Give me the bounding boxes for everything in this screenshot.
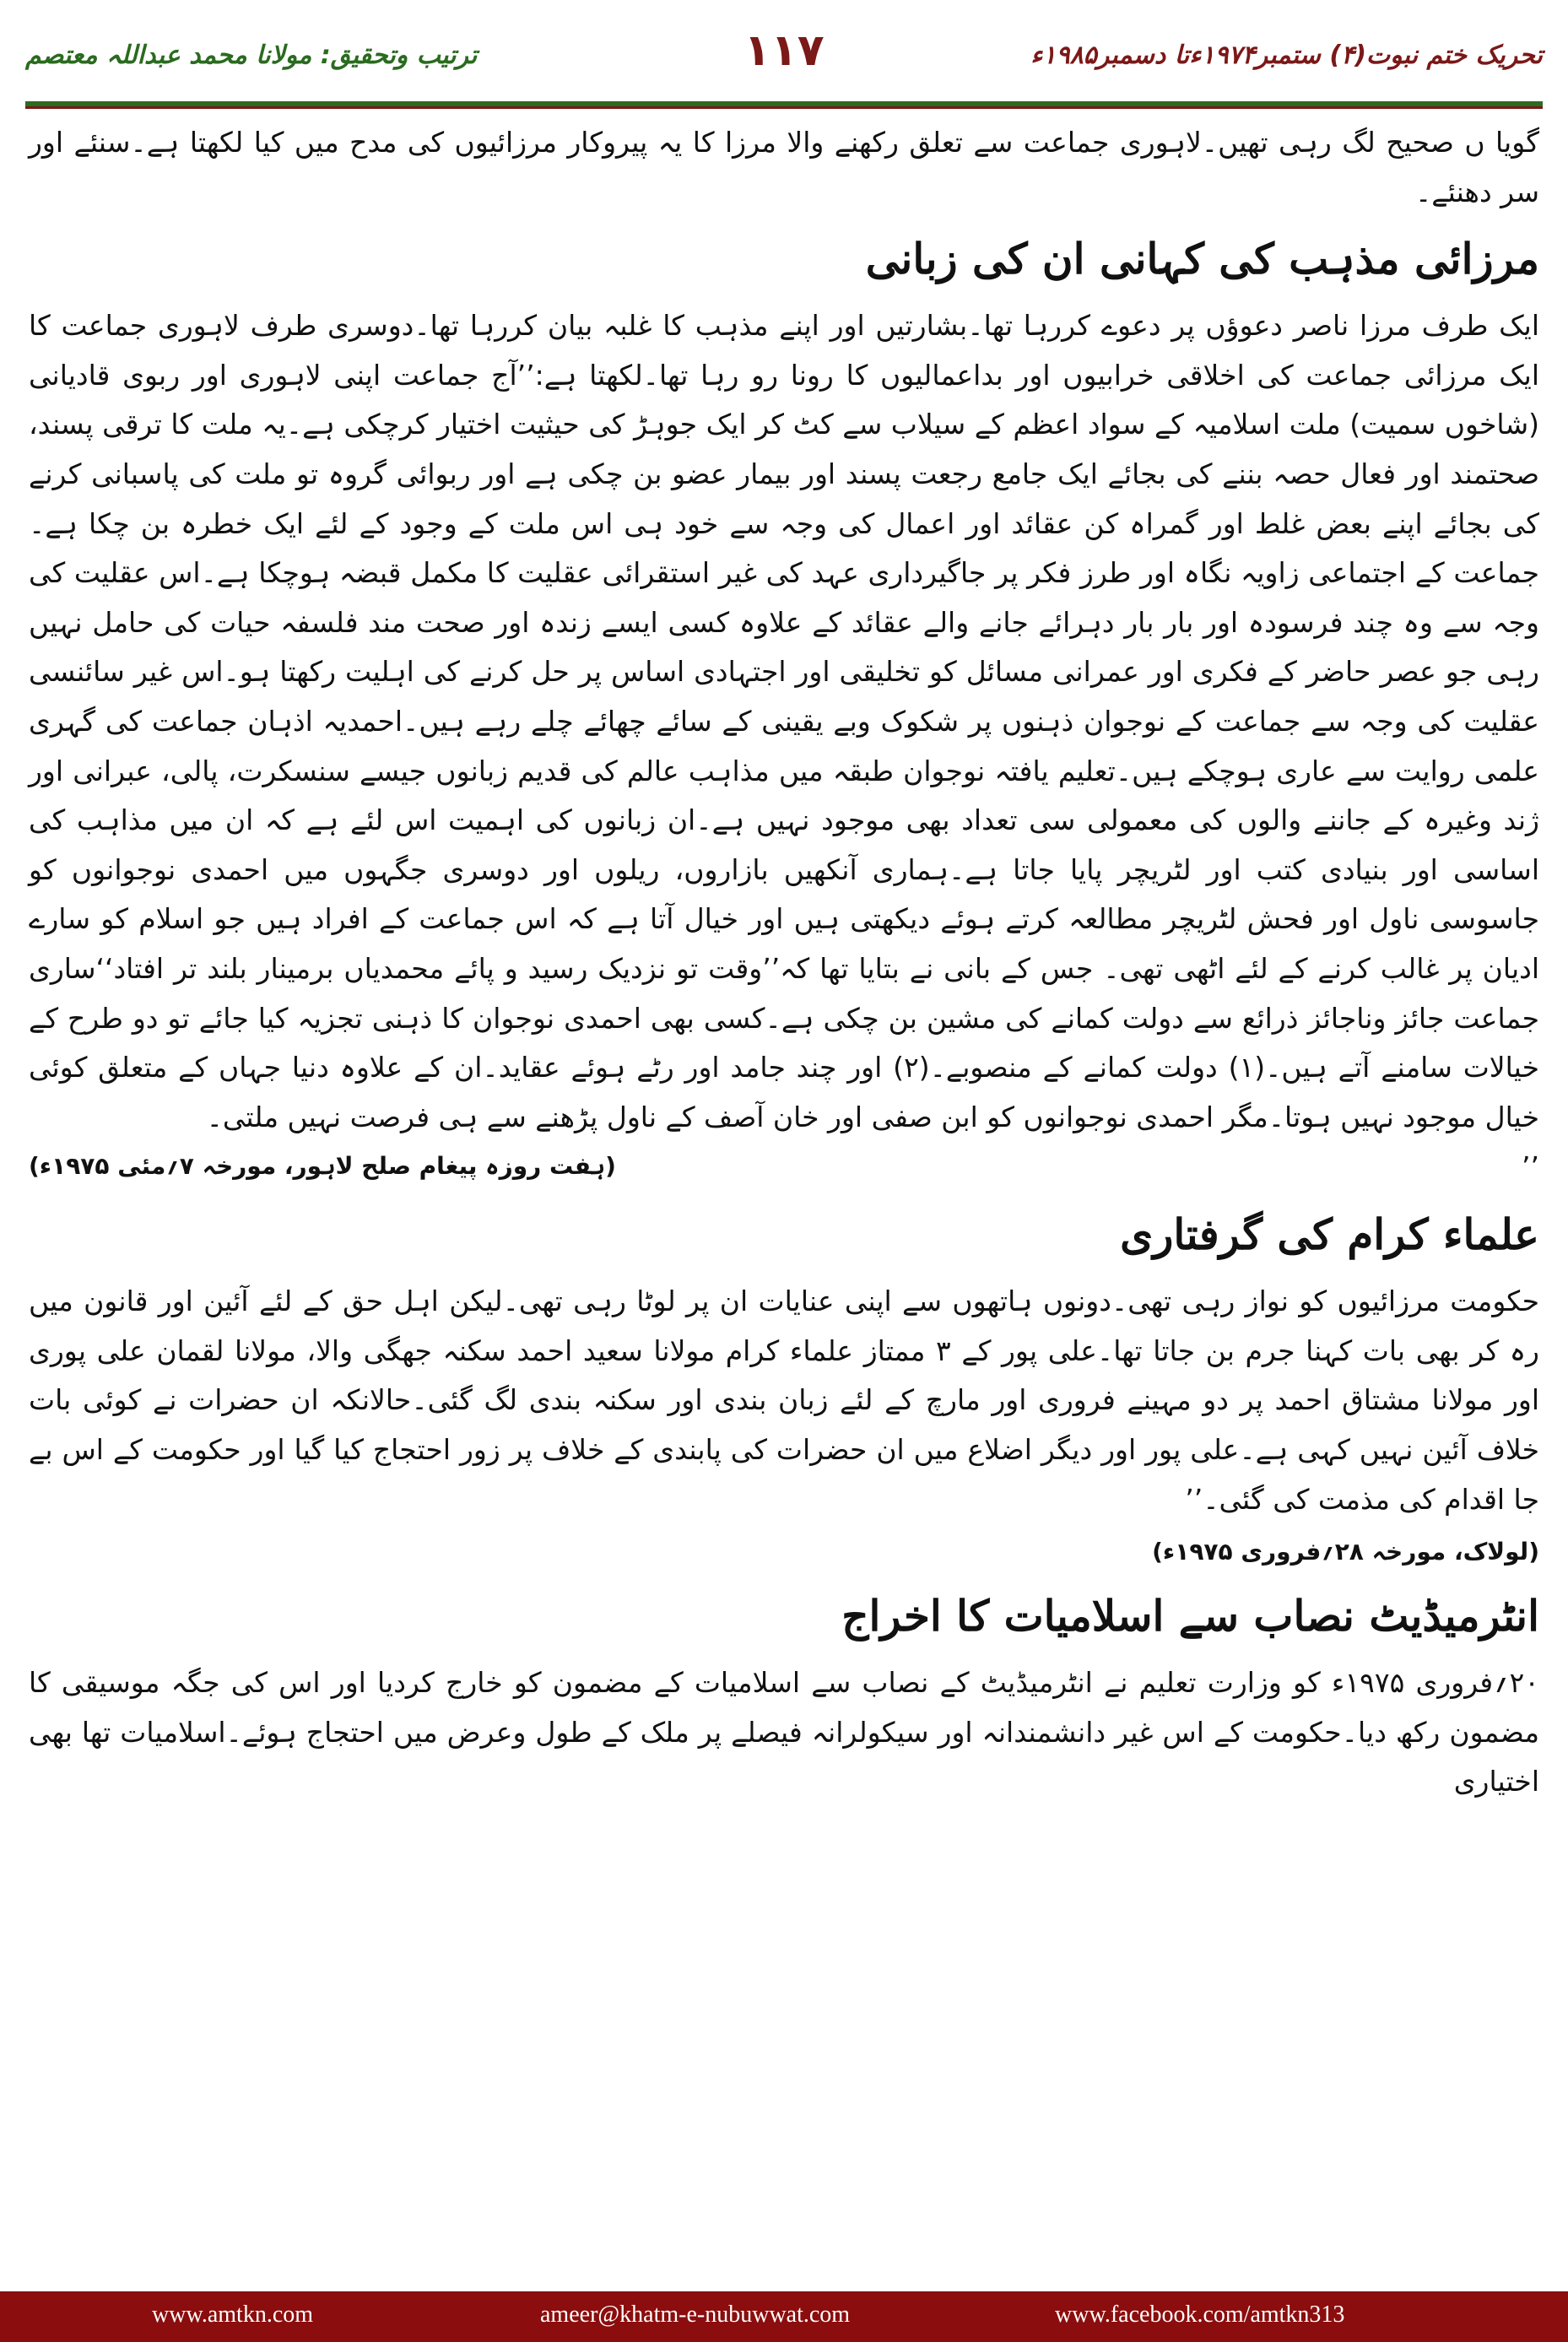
section1-citation-row — [29, 1142, 1539, 1193]
section1-heading: مرزائی مذہب کی کہانی ان کی زبانی — [865, 234, 1539, 284]
section2-body: حکومت مرزائیوں کو نواز رہی تھی۔دونوں ہاتھوں سے اپنی عنایات ان پر لوٹا رہی تھی۔لیکن اہل حق کے لئے آئین اور قانون میں رہ کر بھی بات کہنا جرم بن جاتا تھا۔علی پور کے ۳ ممتاز علماء کرام مولانا سعید احمد سکنہ جھگی والا، مولانا لقمان علی پوری اور مولانا مشتاق احمد پر دو مہینے فروری اور مارچ کے لئے زبان بندی اور سکنہ بندی لگ گئی۔حالانکہ ان حضرات نے کوئی بات خلاف آئین نہیں کہی ہے۔علی پور اور دیگر اضلاع میں ان حضرات کی پابندی کے خلاف پر زور احتجاج کیا گیا اور حکومت کے اس بے جا اقدام کی مذمت کی گئی۔’’ — [29, 1285, 1539, 1516]
section2-heading: علماء کرام کی گرفتاری — [1120, 1209, 1539, 1260]
header-divider — [25, 101, 1543, 109]
page-footer — [0, 2291, 1568, 2342]
article-body — [29, 118, 1539, 1807]
page-header — [25, 15, 1543, 100]
section3-heading: انٹرمیڈیٹ نصاب سے اسلامیات کا اخراج — [841, 1591, 1539, 1642]
compiler-credit: ترتیب وتحقیق: مولانا محمد عبداللہ معتصم — [25, 41, 478, 70]
footer-facebook-link[interactable]: www.facebook.com/amtkn313 — [1055, 2301, 1345, 2328]
section2-citation: (لولاک، مورخہ ۲۸؍فروری ۱۹۷۵ء) — [1152, 1538, 1539, 1566]
footer-email-link[interactable]: ameer@khatm-e-nubuwwat.com — [540, 2301, 851, 2328]
section1-citation: (ہفت روزہ پیغام صلح لاہور، مورخہ ۷؍مئی ۱۹۷۵ء) — [29, 1152, 616, 1181]
section1-body: ایک طرف مرزا ناصر دعوؤں پر دعوے کررہا تھا۔بشارتیں اور اپنے مذہب کا غلبہ بیان کررہا تھا۔دوسری طرف لاہوری جماعت کا ایک مرزائی جماعت کی اخلاقی خرابیوں اور بداعمالیوں کا رونا رو رہا تھا۔لکھتا ہے:’’آج جماعت اپنی لاہوری اور ربوی قادیانی (شاخوں سمیت) ملت اسلامیہ کے سواد اعظم کے سیلاب سے کٹ کر ایک جوہڑ کی حیثیت اختیار کرچکی ہے۔یہ ملت کا ترقی پسند، صحتمند اور فعال حصہ بننے کی بجائے ایک جامع رجعت پسند اور بیمار عضو بن چکی ہے اور ربوائی گروہ تو ملت کی پاسبانی کرنے کی بجائے اپنے بعض غلط اور گمراہ کن عقائد اور اعمال کی وجہ سے خود ہی اس ملت کے وجود کے لئے ایک خطرہ بن چکا ہے۔جماعت کے اجتماعی زاویہ نگاہ اور طرز فکر پر جاگیرداری عہد کی غیر استقرائی عقلیت کا مکمل قبضہ ہوچکا ہے۔اس عقلیت کی وجہ سے وہ چند فرسودہ اور بار بار دہرائے جانے والے عقائد کے علاوہ کسی ایسے زندہ اور صحت مند فلسفہ حیات کی حامل نہیں رہی جو عصر حاضر کے فکری اور عمرانی مسائل کو تخلیقی اور اجتہادی اساس پر حل کرنے کی اہلیت رکھتا ہو۔اس غیر سائنسی عقلیت کی وجہ سے جماعت کے نوجوان ذہنوں پر شکوک وبے یقینی کے سائے چھائے چلے رہے ہیں۔احمدیہ اذہان جماعت کی گہری علمی روایت سے عاری ہوچکے ہیں۔تعلیم یافتہ نوجوان طبقہ میں مذاہب عالم کی قدیم زبانوں جیسے سنسکرت، پالی، عبرانی اور ژند وغیرہ کے جاننے والوں کی معمولی سی تعداد بھی موجود نہیں ہے۔ان زبانوں کی اہمیت اس لئے ہے کہ ان میں مذاہب کی اساسی اور بنیادی کتب اور لٹریچر پایا جاتا ہے۔ہماری آنکھیں بازاروں، ریلوں اور دوسری جگہوں میں احمدی نوجوانوں کو جاسوسی ناول اور فحش لٹریچر مطالعہ کرتے ہوئے دیکھتی ہیں اور خیال آتا ہے کہ اس جماعت کے افراد ہیں جو اسلام کو سارے ادیان پر غالب کرنے کے لئے اٹھی تھی۔ جس کے بانی نے بتایا تھا کہ’’وقت تو نزدیک رسید و پائے محمدیاں برمینار بلند تر افتاد‘‘ساری جماعت جائز وناجائز ذرائع سے دولت کمانے کی مشین بن چکی ہے۔کسی بھی احمدی نوجوان کا ذہنی تجزیہ کیا جائے تو دو طرح کے خیالات سامنے آتے ہیں۔(۱) دولت کمانے کے منصوبے۔(۲) اور چند جامد اور رٹے ہوئے عقاید۔ان کے علاوہ دنیا جہاں کے متعلق کوئی خیال موجود نہیں ہوتا۔مگر احمدی نوجوانوں کو ابن صفی اور خان آصف کے ناول پڑھنے سے ہی فرصت نہیں ملتی۔ — [29, 309, 1540, 1133]
section3-body: ۲۰؍فروری ۱۹۷۵ء کو وزارت تعلیم نے انٹرمیڈیٹ کے نصاب سے اسلامیات کے مضمون کو خارج کردیا اور اس کی جگہ موسیقی کا مضمون رکھ دیا۔حکومت کے اس غیر دانشمندانہ اور سیکولرانہ فیصلے پر ملک کے طول وعرض میں احتجاج ہوئے۔اسلامیات تھا بھی اختیاری — [29, 1666, 1539, 1798]
footer-website-link[interactable]: www.amtkn.com — [152, 2301, 314, 2328]
intro-line: گویا ں صحیح لگ رہی تھیں۔لاہوری جماعت سے تعلق رکھنے والا مرزا کا یہ پیروکار مرزائیوں کی مدح میں کیا لکھتا ہے۔سنئے اور سر دھنئے۔ — [29, 126, 1539, 208]
section1-quote-end: ’’ — [1522, 1150, 1539, 1184]
series-title: تحریک ختم نبوت(۴) ستمبر۱۹۷۴ءتا دسمبر۱۹۸۵ء — [1030, 41, 1543, 70]
page-number: ۱۱۷ — [743, 25, 825, 76]
